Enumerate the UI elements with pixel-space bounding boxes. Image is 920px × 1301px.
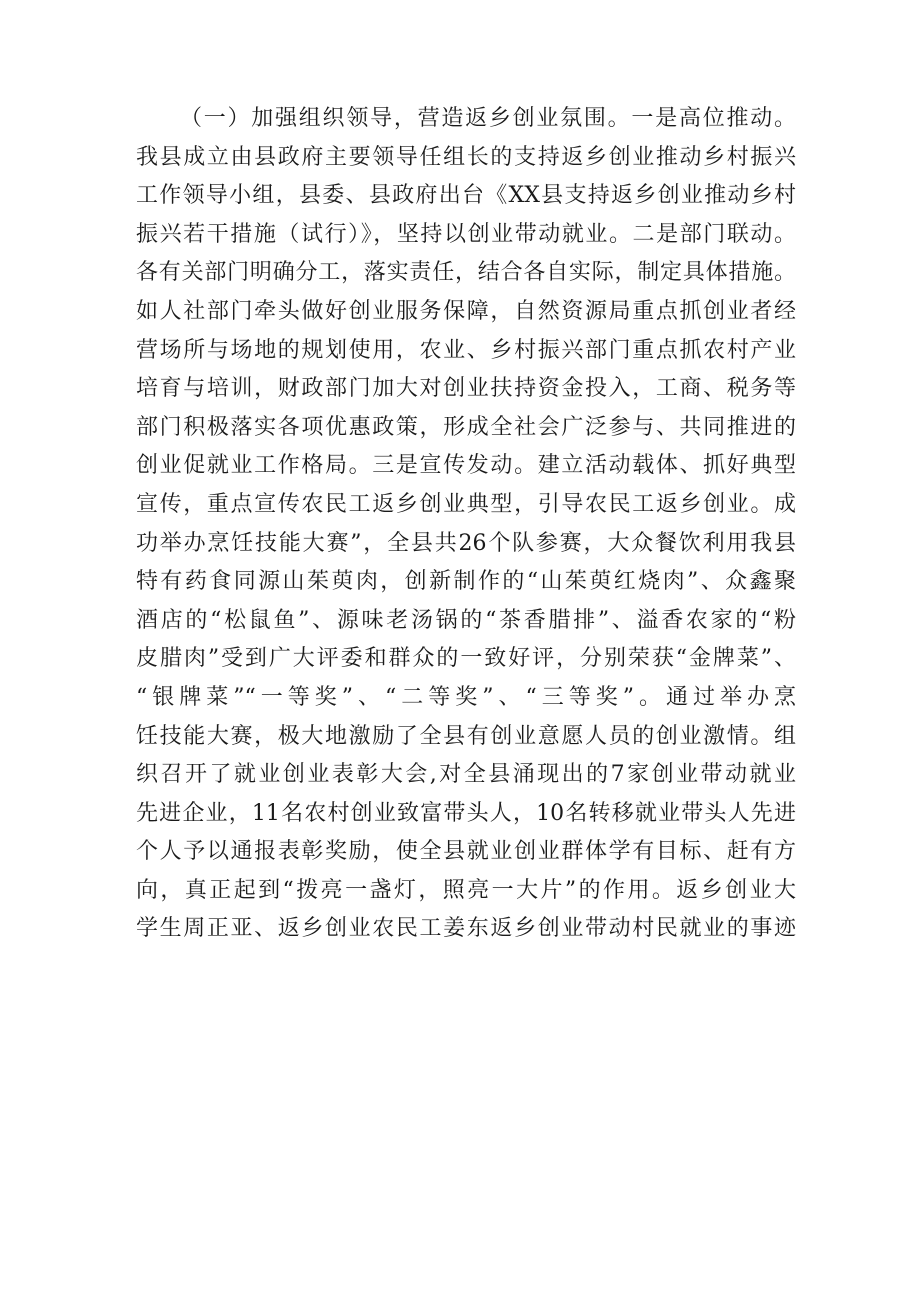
text-line: 工作领导小组，县委、县政府出台《XX县支持返乡创业推动乡村	[136, 183, 796, 209]
text-line: 特有药食同源山茱萸肉，创新制作的“山茱萸红烧肉”、众鑫聚	[136, 569, 796, 595]
text-line: 各有关部门明确分工，落实责任，结合各自实际，制定具体措施。	[136, 260, 796, 286]
text-line: 先进企业，11名农村创业致富带头人，10名转移就业带头人先进	[136, 800, 796, 826]
text-line: 学生周正亚、返乡创业农民工姜东返乡创业带动村民就业的事迹	[136, 916, 796, 942]
text-line: 向，真正起到“拨亮一盏灯，照亮一大片”的作用。返乡创业大	[136, 877, 796, 903]
text-line: 我县成立由县政府主要领导任组长的支持返乡创业推动乡村振兴	[136, 144, 796, 170]
text-line: 皮腊肉”受到广大评委和群众的一致好评，分别荣获“金牌菜”、	[136, 646, 796, 672]
text-line: 酒店的“松鼠鱼”、源味老汤锅的“茶香腊排”、溢香农家的“粉	[136, 607, 796, 633]
text-line: 个人予以通报表彰奖励，使全县就业创业群体学有目标、赶有方	[136, 839, 796, 865]
text-line: 创业促就业工作格局。三是宣传发动。建立活动载体、抓好典型	[136, 453, 796, 479]
text-line: “银牌菜”“一等奖”、“二等奖”、“三等奖”。通过举办烹	[136, 684, 796, 710]
text-line: 如人社部门牵头做好创业服务保障，自然资源局重点抓创业者经	[136, 298, 796, 324]
text-line: 营场所与场地的规划使用，农业、乡村振兴部门重点抓农村产业	[136, 337, 796, 363]
text-line: 饪技能大赛，极大地激励了全县有创业意愿人员的创业激情。组	[136, 723, 796, 749]
body-paragraph	[136, 100, 796, 949]
text-line: 织召开了就业创业表彰大会,对全县涌现出的7家创业带动就业	[136, 762, 796, 788]
text-line: 宣传，重点宣传农民工返乡创业典型，引导农民工返乡创业。成	[136, 491, 796, 517]
text-line: 培育与培训，财政部门加大对创业扶持资金投入，工商、税务等	[136, 376, 796, 402]
text-line: 部门积极落实各项优惠政策，形成全社会广泛参与、共同推进的	[136, 414, 796, 440]
text-line: 功举办烹饪技能大赛”，全县共26个队参赛，大众餐饮利用我县	[136, 530, 796, 556]
text-line: 振兴若干措施（试行）》，坚持以创业带动就业。二是部门联动。	[136, 221, 796, 247]
text-line: （一）加强组织领导，营造返乡创业氛围。一是高位推动。	[180, 106, 796, 131]
